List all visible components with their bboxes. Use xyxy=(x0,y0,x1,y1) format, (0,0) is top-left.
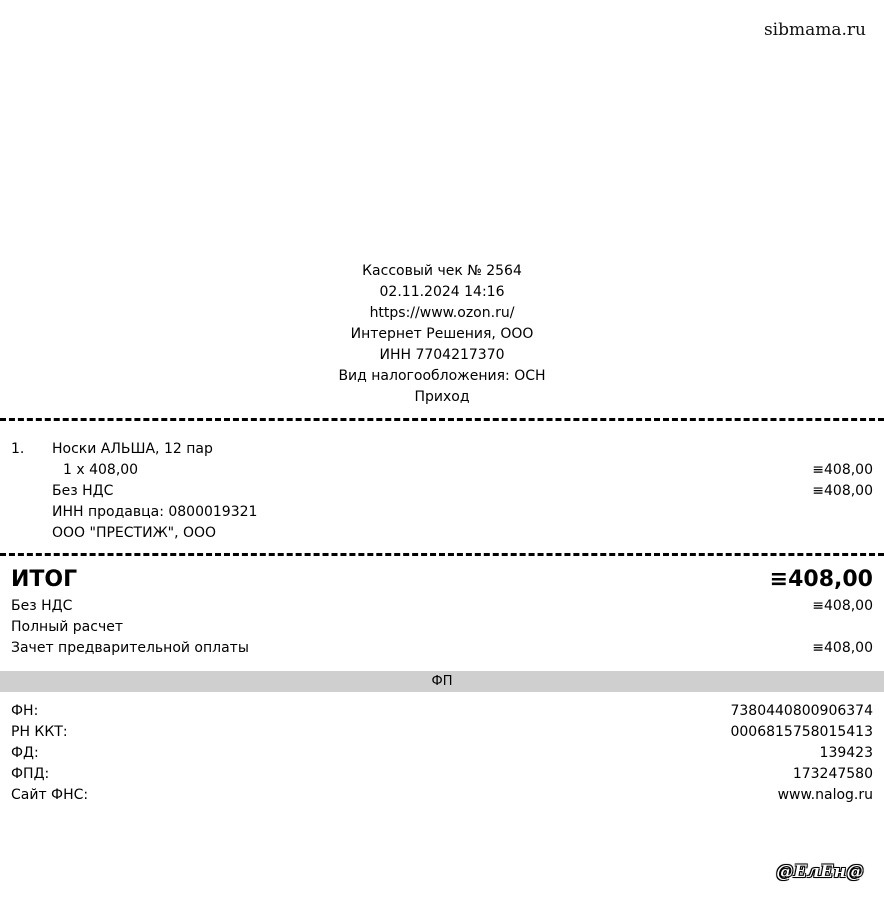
fp-label: Сайт ФНС: xyxy=(11,787,89,803)
payment-label: Полный расчет xyxy=(11,619,123,635)
item-name: Носки АЛЬША, 12 пар xyxy=(52,441,213,457)
total-label: ИТОГ xyxy=(11,567,78,592)
seller-inn: ИНН продавца: 0800019321 xyxy=(52,504,258,520)
receipt-header xyxy=(0,261,884,408)
item-qty-sum: ≡408,00 xyxy=(812,462,873,478)
fp-value: 139423 xyxy=(819,745,873,761)
fp-label: РН ККТ: xyxy=(11,724,68,740)
total-vat-row xyxy=(11,596,873,617)
receipt-url: https://www.ozon.ru/ xyxy=(369,305,515,321)
total-value: ≡408,00 xyxy=(769,567,873,592)
item-vat: Без НДС xyxy=(52,483,114,499)
fp-row xyxy=(11,743,873,764)
company-inn: ИНН 7704217370 xyxy=(379,347,505,363)
payment-row xyxy=(11,617,873,638)
fp-label: ФД: xyxy=(11,745,39,761)
divider xyxy=(0,418,884,421)
fp-header: ФП xyxy=(0,671,884,692)
operation-type: Приход xyxy=(414,389,470,405)
fp-value: www.nalog.ru xyxy=(777,787,873,803)
fp-row xyxy=(11,701,873,722)
author-signature: @ЕлЕн@ xyxy=(776,862,864,882)
tax-system: Вид налогообложения: ОСН xyxy=(338,368,546,384)
total-vat-label: Без НДС xyxy=(11,598,73,614)
receipt-datetime: 02.11.2024 14:16 xyxy=(379,284,505,300)
watermark: sibmama.ru xyxy=(763,20,866,40)
item-number: 1. xyxy=(11,441,25,457)
fp-row xyxy=(11,722,873,743)
prepay-label: Зачет предварительной оплаты xyxy=(11,640,249,656)
seller-name: ООО "ПРЕСТИЖ", ООО xyxy=(52,525,217,541)
company-name: Интернет Решения, ООО xyxy=(350,326,534,342)
receipt-title: Кассовый чек № 2564 xyxy=(362,263,522,279)
divider xyxy=(0,553,884,556)
fp-row xyxy=(11,785,873,806)
fp-label: ФН: xyxy=(11,703,39,719)
total-vat-value: ≡408,00 xyxy=(812,598,873,614)
fp-value: 173247580 xyxy=(792,766,873,782)
prepay-value: ≡408,00 xyxy=(812,640,873,656)
total-row xyxy=(11,565,873,595)
item-vat-sum: ≡408,00 xyxy=(812,483,873,499)
fp-value: 7380440800906374 xyxy=(730,703,873,719)
fp-label: ФПД: xyxy=(11,766,50,782)
fp-row xyxy=(11,764,873,785)
prepay-row xyxy=(11,638,873,659)
fp-value: 0006815758015413 xyxy=(730,724,873,740)
item-qty-price: 1 x 408,00 xyxy=(63,462,139,478)
